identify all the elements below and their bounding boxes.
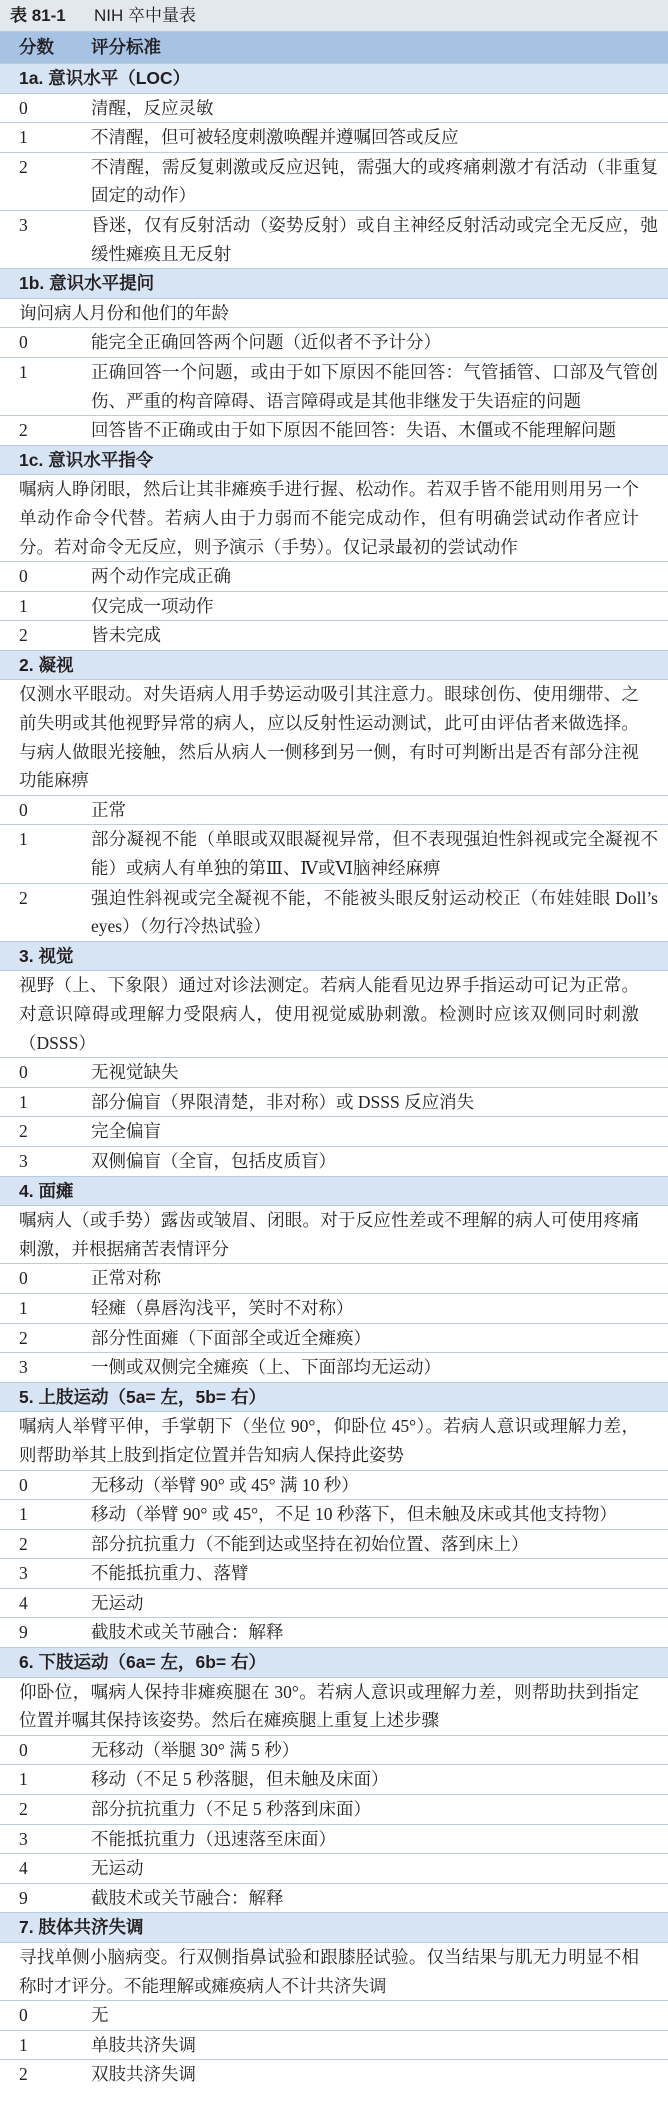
section-6-header: 4. 面瘫	[0, 1177, 668, 1207]
score-value: 1	[19, 829, 28, 850]
score-criteria: 正常	[91, 799, 126, 820]
score-row	[0, 1294, 668, 1324]
score-criteria: 昏迷，仅有反射活动（姿势反射）或自主神经反射活动或完全无反应，弛缓性瘫痪且无反射	[91, 214, 658, 264]
section-3-header: 1c. 意识水平指令	[0, 446, 668, 476]
section-3-instruction: 嘱病人睁闭眼，然后让其非瘫痪手进行握、松动作。若双手皆不能用则用另一个单动作命令代替。若病人由于力弱而不能完成动作，但有明确尝试动作者应计分。若对命令无反应，则予演示（手势）。仅记录最初的尝试动作	[0, 475, 668, 562]
table-body	[0, 64, 668, 2089]
score-row	[0, 1117, 668, 1147]
score-value: 0	[19, 1062, 28, 1083]
score-criteria: 一侧或双侧完全瘫痪（上、下面部均无运动）	[91, 1357, 441, 1378]
score-criteria: 部分偏盲（界限清楚，非对称）或 DSSS 反应消失	[91, 1091, 475, 1112]
score-value: 2	[19, 1799, 28, 1820]
header-score: 分数	[19, 37, 54, 57]
score-value: 2	[19, 1327, 28, 1348]
section-7-instruction: 嘱病人举臂平伸，手掌朝下（坐位 90°，仰卧位 45°）。若病人意识或理解力差，则帮助举其上肢到指定位置并告知病人保持此姿势	[0, 1412, 668, 1470]
score-criteria: 移动（不足 5 秒落腿，但未触及床面）	[91, 1769, 389, 1790]
score-value: 1	[19, 595, 28, 616]
score-criteria: 移动（举臂 90° 或 45°，不足 10 秒落下，但未触及床或其他支持物）	[91, 1504, 617, 1525]
score-criteria: 完全偏盲	[91, 1121, 161, 1142]
section-5-instruction: 视野（上、下象限）通过对诊法测定。若病人能看见边界手指运动可记为正常。对意识障碍或理解力受限病人，使用视觉威胁刺激。检测时应该双侧同时刺激（DSSS）	[0, 971, 668, 1058]
score-value: 2	[19, 156, 28, 177]
score-criteria: 仅完成一项动作	[91, 595, 214, 616]
score-value: 3	[19, 1357, 28, 1378]
score-criteria: 无运动	[91, 1858, 144, 1879]
score-value: 2	[19, 1533, 28, 1554]
score-row	[0, 123, 668, 153]
score-criteria: 单肢共济失调	[91, 2034, 196, 2055]
score-row	[0, 1618, 668, 1648]
score-value: 0	[19, 566, 28, 587]
section-4-header: 2. 凝视	[0, 651, 668, 681]
score-criteria: 无	[91, 2005, 109, 2026]
score-value: 2	[19, 887, 28, 908]
score-row	[0, 1736, 668, 1766]
score-row	[0, 1500, 668, 1530]
table-header-row	[0, 32, 668, 64]
score-criteria: 截肢术或关节融合：解释	[91, 1622, 284, 1643]
section-8-header: 6. 下肢运动（6a= 左，6b= 右）	[0, 1648, 668, 1678]
score-value: 2	[19, 1121, 28, 1142]
score-value: 1	[19, 127, 28, 148]
section-5-header: 3. 视觉	[0, 942, 668, 972]
score-row	[0, 1471, 668, 1501]
score-row	[0, 592, 668, 622]
score-value: 0	[19, 1268, 28, 1289]
score-criteria: 能完全正确回答两个问题（近似者不予计分）	[91, 332, 441, 353]
score-row	[0, 1530, 668, 1560]
score-value: 0	[19, 332, 28, 353]
score-value: 2	[19, 420, 28, 441]
score-row	[0, 884, 668, 942]
score-row	[0, 1854, 668, 1884]
section-8-instruction: 仰卧位，嘱病人保持非瘫痪腿在 30°。若病人意识或理解力差，则帮助扶到指定位置并嘱其保持该姿势。然后在瘫痪腿上重复上述步骤	[0, 1678, 668, 1736]
score-criteria: 无移动（举腿 30° 满 5 秒）	[91, 1739, 300, 1760]
score-criteria: 无移动（举臂 90° 或 45° 满 10 秒）	[91, 1474, 359, 1495]
score-value: 2	[19, 625, 28, 646]
score-value: 1	[19, 1091, 28, 1112]
section-6-instruction: 嘱病人（或手势）露齿或皱眉、闭眼。对于反应性差或不理解的病人可使用疼痛刺激，并根据痛苦表情评分	[0, 1206, 668, 1264]
score-criteria: 截肢术或关节融合：解释	[91, 1887, 284, 1908]
section-1-header: 1a. 意识水平（LOC）	[0, 64, 668, 94]
score-row	[0, 1795, 668, 1825]
score-row	[0, 1825, 668, 1855]
score-criteria: 不能抵抗重力（迅速落至床面）	[91, 1828, 336, 1849]
score-row	[0, 358, 668, 416]
section-9-header: 7. 肢体共济失调	[0, 1913, 668, 1943]
score-value: 0	[19, 2005, 28, 2026]
score-value: 0	[19, 799, 28, 820]
score-value: 1	[19, 2034, 28, 2055]
score-row	[0, 94, 668, 124]
score-value: 1	[19, 361, 28, 382]
score-row	[0, 1088, 668, 1118]
score-criteria: 部分凝视不能（单眼或双眼凝视异常，但不表现强迫性斜视或完全凝视不能）或病人有单独的第Ⅲ、Ⅳ或Ⅵ脑神经麻痹	[91, 829, 658, 879]
score-value: 2	[19, 2064, 28, 2085]
score-criteria: 正常对称	[91, 1268, 161, 1289]
score-criteria: 回答皆不正确或由于如下原因不能回答：失语、木僵或不能理解问题	[91, 420, 616, 441]
score-row	[0, 211, 668, 269]
score-row	[0, 1147, 668, 1177]
score-value: 0	[19, 1739, 28, 1760]
score-row	[0, 328, 668, 358]
score-criteria: 部分抗抗重力（不足 5 秒落到床面）	[91, 1799, 371, 1820]
score-criteria: 皆未完成	[91, 625, 161, 646]
score-row	[0, 1765, 668, 1795]
score-row	[0, 1559, 668, 1589]
score-row	[0, 1058, 668, 1088]
score-value: 0	[19, 97, 28, 118]
score-value: 3	[19, 1563, 28, 1584]
score-value: 4	[19, 1592, 28, 1613]
score-row	[0, 153, 668, 211]
score-value: 3	[19, 1150, 28, 1171]
score-row	[0, 796, 668, 826]
score-row	[0, 562, 668, 592]
score-row	[0, 1264, 668, 1294]
score-row	[0, 2031, 668, 2061]
score-row	[0, 621, 668, 651]
section-2-instruction: 询问病人月份和他们的年龄	[0, 299, 668, 329]
score-criteria: 不能抵抗重力、落臂	[91, 1563, 249, 1584]
score-value: 0	[19, 1474, 28, 1495]
score-row	[0, 1353, 668, 1383]
score-row	[0, 1324, 668, 1354]
score-value: 3	[19, 214, 28, 235]
score-row	[0, 1884, 668, 1914]
section-4-instruction: 仅测水平眼动。对失语病人用手势运动吸引其注意力。眼球创伤、使用绷带、之前失明或其他视野异常的病人，应以反射性运动测试，此可由评估者来做选择。与病人做眼光接触，然后从病人一侧移到另一侧，有时可判断出是否有部分注视功能麻痹	[0, 680, 668, 795]
score-row	[0, 2001, 668, 2031]
score-criteria: 部分性面瘫（下面部全或近全瘫痪）	[91, 1327, 371, 1348]
score-criteria: 双侧偏盲（全盲，包括皮质盲）	[91, 1150, 336, 1171]
score-row	[0, 1589, 668, 1619]
score-value: 9	[19, 1622, 28, 1643]
score-criteria: 清醒，反应灵敏	[91, 97, 214, 118]
score-criteria: 不清醒，需反复刺激或反应迟钝，需强大的或疼痛刺激才有活动（非重复固定的动作）	[91, 156, 658, 206]
score-value: 1	[19, 1769, 28, 1790]
score-criteria: 正确回答一个问题，或由于如下原因不能回答：气管插管、口部及气管创伤、严重的构音障碍、语言障碍或是其他非继发于失语症的问题	[91, 361, 658, 411]
score-value: 4	[19, 1858, 28, 1879]
score-row	[0, 825, 668, 883]
section-9-instruction: 寻找单侧小脑病变。行双侧指鼻试验和跟膝胫试验。仅当结果与肌无力明显不相称时才评分。不能理解或瘫痪病人不计共济失调	[0, 1943, 668, 2001]
table-title: NIH 卒中量表	[94, 6, 196, 25]
section-7-header: 5. 上肢运动（5a= 左，5b= 右）	[0, 1383, 668, 1413]
score-criteria: 轻瘫（鼻唇沟浅平，笑时不对称）	[91, 1297, 354, 1318]
score-criteria: 两个动作完成正确	[91, 566, 231, 587]
score-criteria: 双肢共济失调	[91, 2064, 196, 2085]
score-criteria: 无视觉缺失	[91, 1062, 179, 1083]
table-number: 表 81-1	[10, 6, 66, 25]
score-row	[0, 2060, 668, 2089]
score-criteria: 部分抗抗重力（不能到达或坚持在初始位置、落到床上）	[91, 1533, 529, 1554]
score-value: 3	[19, 1828, 28, 1849]
score-value: 1	[19, 1504, 28, 1525]
section-2-header: 1b. 意识水平提问	[0, 269, 668, 299]
table-caption	[0, 0, 668, 32]
score-criteria: 无运动	[91, 1592, 144, 1613]
score-criteria: 不清醒，但可被轻度刺激唤醒并遵嘱回答或反应	[91, 127, 459, 148]
header-criteria: 评分标准	[91, 37, 161, 57]
score-value: 9	[19, 1887, 28, 1908]
score-value: 1	[19, 1297, 28, 1318]
score-row	[0, 416, 668, 446]
score-criteria: 强迫性斜视或完全凝视不能，不能被头眼反射运动校正（布娃娃眼 Doll’s eyes）（勿行冷热试验）	[91, 887, 658, 937]
